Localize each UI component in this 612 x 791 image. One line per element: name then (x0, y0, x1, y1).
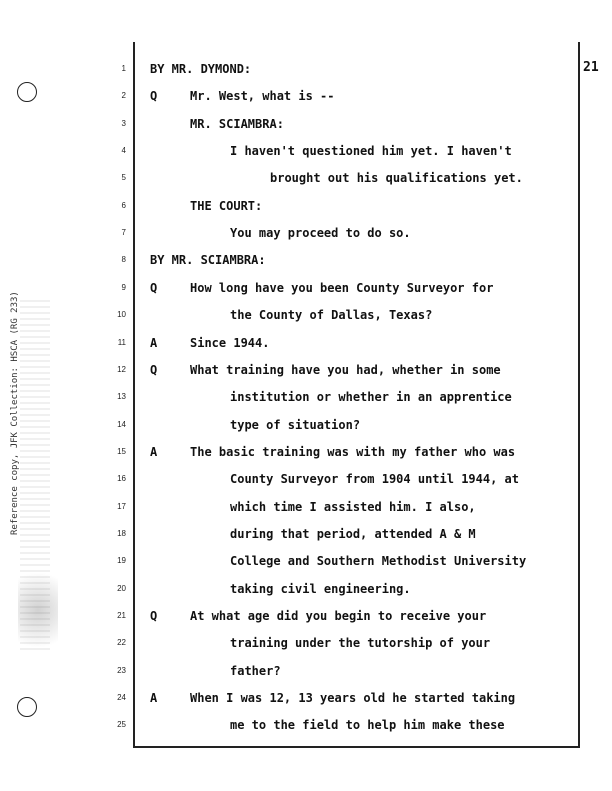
transcript-line: institution or whether in an apprentice (230, 390, 512, 404)
speaker-label: A (150, 691, 158, 705)
transcript-line: brought out his qualifications yet. (270, 171, 523, 185)
margin-line-left (133, 42, 135, 747)
transcript-line: type of situation? (230, 418, 361, 432)
line-number: 21 (117, 611, 126, 620)
line-number: 22 (117, 638, 126, 647)
line-number: 2 (121, 91, 126, 100)
line-number: 10 (117, 310, 126, 319)
line-number: 24 (117, 693, 126, 702)
transcript-line: Since 1944. (190, 336, 270, 350)
line-number: 17 (117, 502, 126, 511)
page-number: 21 (583, 60, 599, 75)
transcript-line: What training have you had, whether in some (190, 363, 501, 377)
transcript-line: during that period, attended A & M (230, 527, 476, 541)
line-number: 14 (117, 420, 126, 429)
line-number: 15 (117, 447, 126, 456)
line-number: 6 (121, 201, 126, 210)
line-number: 19 (117, 556, 126, 565)
transcript-line: which time I assisted him. I also, (230, 500, 476, 514)
speaker-label: Q (150, 89, 158, 103)
speaker-label: Q (150, 609, 158, 623)
line-number: 12 (117, 365, 126, 374)
line-number: 8 (121, 255, 126, 264)
line-number: 5 (121, 173, 126, 182)
punch-hole-bottom (17, 697, 37, 717)
transcript-line: The basic training was with my father who was (190, 445, 516, 459)
line-number: 16 (117, 474, 126, 483)
transcript-line: BY MR. DYMOND: (150, 62, 252, 76)
punch-hole-top (17, 82, 37, 102)
transcript-line: taking civil engineering. (230, 582, 411, 596)
line-number: 3 (121, 119, 126, 128)
line-number: 9 (121, 283, 126, 292)
speaker-label: A (150, 336, 158, 350)
transcript-line: I haven't questioned him yet. I haven't (230, 144, 512, 158)
transcript-line: County Surveyor from 1904 until 1944, at (230, 472, 519, 486)
transcript-line: You may proceed to do so. (230, 226, 411, 240)
scan-smudge (18, 560, 58, 660)
transcript-line: father? (230, 664, 281, 678)
speaker-label: Q (150, 281, 158, 295)
transcript-line: MR. SCIAMBRA: (190, 117, 284, 131)
transcript-line: At what age did you begin to receive your (190, 609, 487, 623)
transcript-line: When I was 12, 13 years old he started taking (190, 691, 516, 705)
transcript-line: Mr. West, what is -- (190, 89, 335, 103)
line-number: 4 (121, 146, 126, 155)
transcript-line: How long have you been County Surveyor for (190, 281, 494, 295)
transcript-line: training under the tutorship of your (230, 636, 491, 650)
margin-line-bottom (133, 746, 580, 748)
line-number: 18 (117, 529, 126, 538)
speaker-label: A (150, 445, 158, 459)
transcript-line: College and Southern Methodist University (230, 554, 527, 568)
line-number: 11 (117, 338, 126, 347)
transcript-line: me to the field to help him make these (230, 718, 505, 732)
line-number: 25 (117, 720, 126, 729)
speaker-label: Q (150, 363, 158, 377)
line-number: 23 (117, 666, 126, 675)
line-number: 1 (121, 64, 126, 73)
line-number: 13 (117, 392, 126, 401)
transcript-line: BY MR. SCIAMBRA: (150, 253, 266, 267)
archive-stamp: Reference copy, JFK Collection: HSCA (RG 233) (10, 291, 20, 535)
transcript-line: THE COURT: (190, 199, 263, 213)
line-number: 20 (117, 584, 126, 593)
margin-line-right (578, 42, 580, 747)
transcript-line: the County of Dallas, Texas? (230, 308, 433, 322)
line-number: 7 (121, 228, 126, 237)
